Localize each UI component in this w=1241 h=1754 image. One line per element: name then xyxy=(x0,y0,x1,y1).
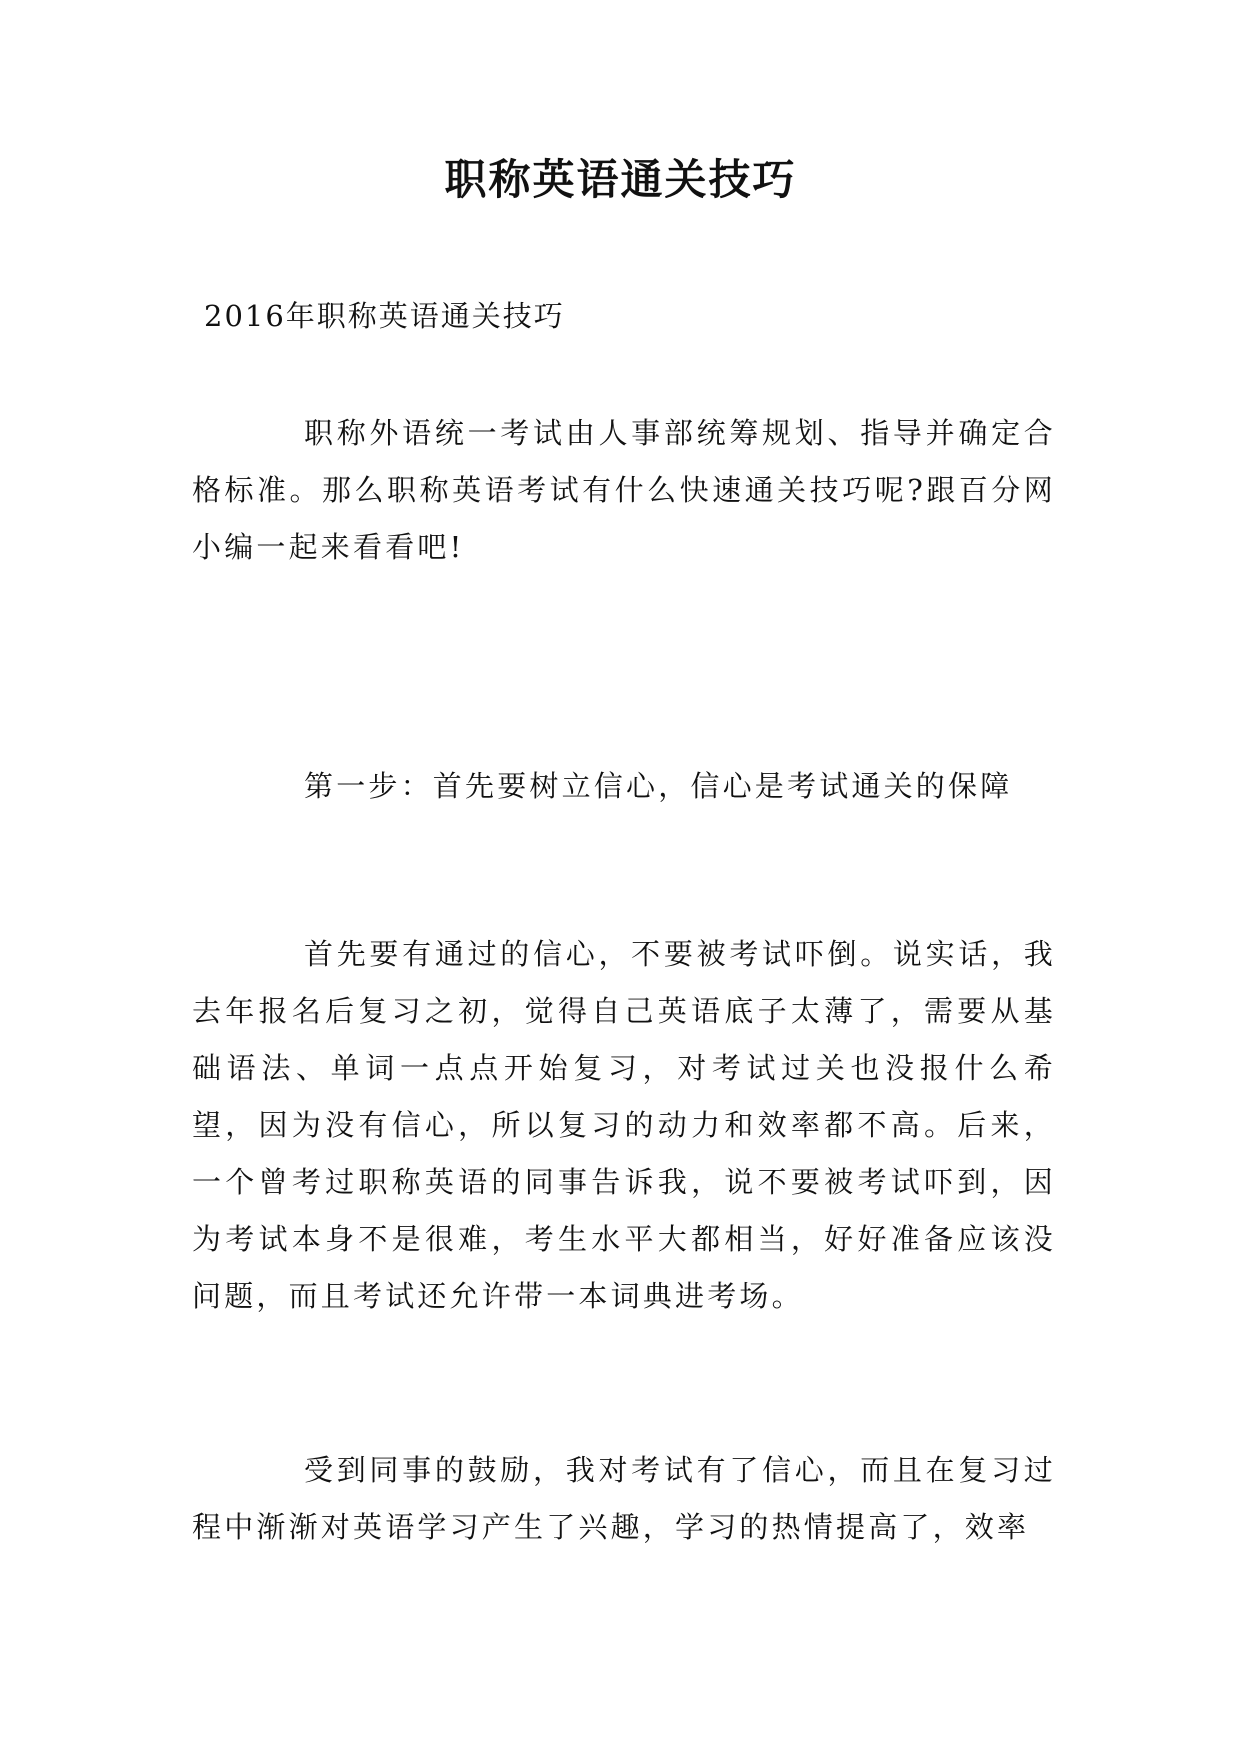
paragraph-encouragement: 受到同事的鼓励，我对考试有了信心，而且在复习过程中渐渐对英语学习产生了兴趣，学习的热情提高了，效率 xyxy=(192,1453,1056,1544)
document-title: 职称英语通关技巧 xyxy=(444,155,797,204)
paragraph-confidence: 首先要有通过的信心，不要被考试吓倒。说实话，我去年报名后复习之初，觉得自己英语底子太薄了，需要从基础语法、单词一点点开始复习，对考试过关也没报什么希望，因为没有信心，所以复习的动力和效率都不高。后来，一个曾考过职称英语的同事告诉我，说不要被考试吓到，因为考试本身不是很难，考生水平大都相当，好好准备应该没问题，而且考试还允许带一本词典进考场。 xyxy=(192,937,1056,1313)
document-subtitle: 2016年职称英语通关技巧 xyxy=(204,299,565,333)
paragraph-intro: 职称外语统一考试由人事部统筹规划、指导并确定合格标准。那么职称英语考试有什么快速通关技巧呢?跟百分网小编一起来看看吧! xyxy=(192,416,1056,564)
paragraph-step-one-heading: 第一步：首先要树立信心，信心是考试通关的保障 xyxy=(304,769,1013,803)
